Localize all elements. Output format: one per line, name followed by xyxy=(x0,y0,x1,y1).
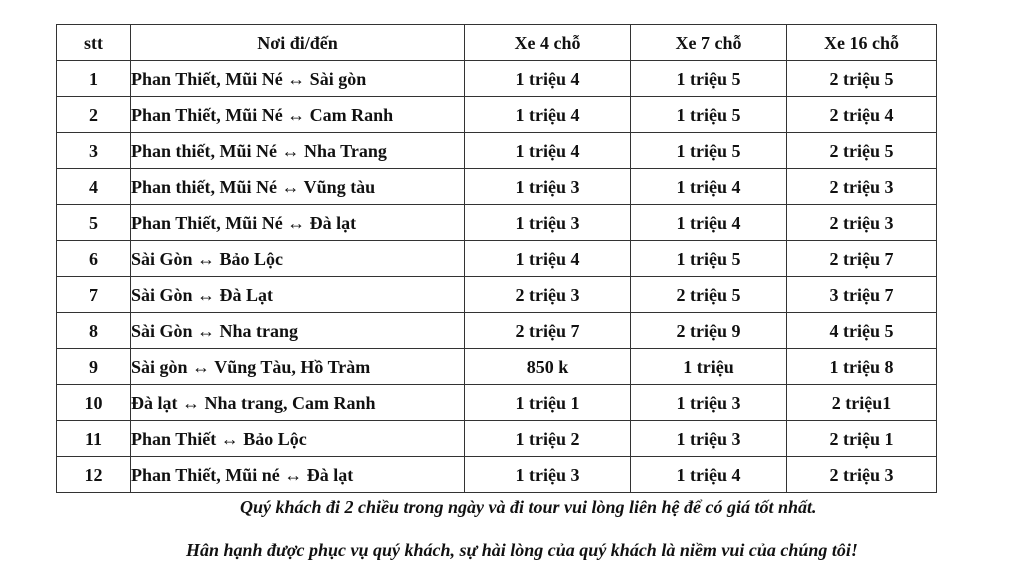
cell-route: Sài Gòn ↔ Bảo Lộc xyxy=(131,241,465,277)
cell-stt: 3 xyxy=(57,133,131,169)
cell-price-xe4: 1 triệu 4 xyxy=(465,241,631,277)
cell-route: Đà lạt ↔ Nha trang, Cam Ranh xyxy=(131,385,465,421)
cell-route: Sài Gòn ↔ Đà Lạt xyxy=(131,277,465,313)
table-row xyxy=(57,61,937,97)
header-route: Nơi đi/đến xyxy=(131,25,465,61)
cell-price-xe16: 2 triệu 4 xyxy=(787,97,937,133)
cell-price-xe7: 1 triệu xyxy=(631,349,787,385)
note-contact: Quý khách đi 2 chiều trong ngày và đi tour vui lòng liên hệ để có giá tốt nhất. xyxy=(240,497,817,517)
cell-price-xe16: 2 triệu 7 xyxy=(787,241,937,277)
cell-price-xe4: 850 k xyxy=(465,349,631,385)
cell-stt: 6 xyxy=(57,241,131,277)
cell-price-xe16: 2 triệu 3 xyxy=(787,169,937,205)
table-header-row xyxy=(57,25,937,61)
cell-route: Phan Thiết, Mũi né ↔ Đà lạt xyxy=(131,457,465,493)
cell-route: Sài Gòn ↔ Nha trang xyxy=(131,313,465,349)
header-xe7: Xe 7 chỗ xyxy=(631,25,787,61)
cell-price-xe4: 1 triệu 1 xyxy=(465,385,631,421)
cell-stt: 8 xyxy=(57,313,131,349)
table-row xyxy=(57,241,937,277)
cell-price-xe7: 1 triệu 3 xyxy=(631,421,787,457)
cell-price-xe4: 1 triệu 4 xyxy=(465,133,631,169)
cell-price-xe4: 1 triệu 4 xyxy=(465,61,631,97)
cell-price-xe7: 1 triệu 4 xyxy=(631,457,787,493)
cell-route: Phan thiết, Mũi Né ↔ Vũng tàu xyxy=(131,169,465,205)
cell-price-xe4: 2 triệu 3 xyxy=(465,277,631,313)
cell-route: Phan Thiết, Mũi Né ↔ Sài gòn xyxy=(131,61,465,97)
cell-price-xe7: 1 triệu 3 xyxy=(631,385,787,421)
table-row xyxy=(57,205,937,241)
cell-stt: 10 xyxy=(57,385,131,421)
cell-price-xe16: 4 triệu 5 xyxy=(787,313,937,349)
cell-price-xe16: 2 triệu 3 xyxy=(787,457,937,493)
cell-price-xe4: 1 triệu 3 xyxy=(465,457,631,493)
cell-price-xe16: 2 triệu1 xyxy=(787,385,937,421)
cell-route: Sài gòn ↔ Vũng Tàu, Hồ Tràm xyxy=(131,349,465,385)
cell-stt: 2 xyxy=(57,97,131,133)
header-xe16: Xe 16 chỗ xyxy=(787,25,937,61)
cell-price-xe7: 1 triệu 5 xyxy=(631,133,787,169)
cell-stt: 5 xyxy=(57,205,131,241)
cell-price-xe7: 1 triệu 4 xyxy=(631,205,787,241)
cell-stt: 12 xyxy=(57,457,131,493)
cell-price-xe7: 2 triệu 5 xyxy=(631,277,787,313)
cell-stt: 1 xyxy=(57,61,131,97)
cell-price-xe16: 2 triệu 5 xyxy=(787,133,937,169)
cell-price-xe4: 1 triệu 2 xyxy=(465,421,631,457)
price-table xyxy=(56,24,937,493)
cell-price-xe16: 2 triệu 5 xyxy=(787,61,937,97)
cell-price-xe16: 3 triệu 7 xyxy=(787,277,937,313)
table-row xyxy=(57,457,937,493)
cell-price-xe4: 1 triệu 4 xyxy=(465,97,631,133)
cell-route: Phan Thiết ↔ Bảo Lộc xyxy=(131,421,465,457)
cell-price-xe7: 1 triệu 5 xyxy=(631,61,787,97)
cell-price-xe16: 2 triệu 3 xyxy=(787,205,937,241)
cell-price-xe7: 2 triệu 9 xyxy=(631,313,787,349)
cell-price-xe16: 2 triệu 1 xyxy=(787,421,937,457)
cell-stt: 11 xyxy=(57,421,131,457)
header-xe4: Xe 4 chỗ xyxy=(465,25,631,61)
cell-stt: 4 xyxy=(57,169,131,205)
table-row xyxy=(57,277,937,313)
table-body xyxy=(57,61,937,493)
table-row xyxy=(57,169,937,205)
cell-price-xe7: 1 triệu 5 xyxy=(631,241,787,277)
cell-route: Phan thiết, Mũi Né ↔ Nha Trang xyxy=(131,133,465,169)
cell-price-xe16: 1 triệu 8 xyxy=(787,349,937,385)
cell-route: Phan Thiết, Mũi Né ↔ Cam Ranh xyxy=(131,97,465,133)
cell-price-xe7: 1 triệu 4 xyxy=(631,169,787,205)
table-row xyxy=(57,97,937,133)
header-stt: stt xyxy=(57,25,131,61)
cell-price-xe4: 2 triệu 7 xyxy=(465,313,631,349)
table-row xyxy=(57,421,937,457)
cell-price-xe4: 1 triệu 3 xyxy=(465,205,631,241)
cell-stt: 7 xyxy=(57,277,131,313)
table-row xyxy=(57,313,937,349)
cell-route: Phan Thiết, Mũi Né ↔ Đà lạt xyxy=(131,205,465,241)
table-row xyxy=(57,133,937,169)
note-thanks: Hân hạnh được phục vụ quý khách, sự hài lòng của quý khách là niềm vui của chúng tôi! xyxy=(186,540,858,560)
table-row xyxy=(57,349,937,385)
cell-price-xe7: 1 triệu 5 xyxy=(631,97,787,133)
cell-stt: 9 xyxy=(57,349,131,385)
cell-price-xe4: 1 triệu 3 xyxy=(465,169,631,205)
table-row xyxy=(57,385,937,421)
